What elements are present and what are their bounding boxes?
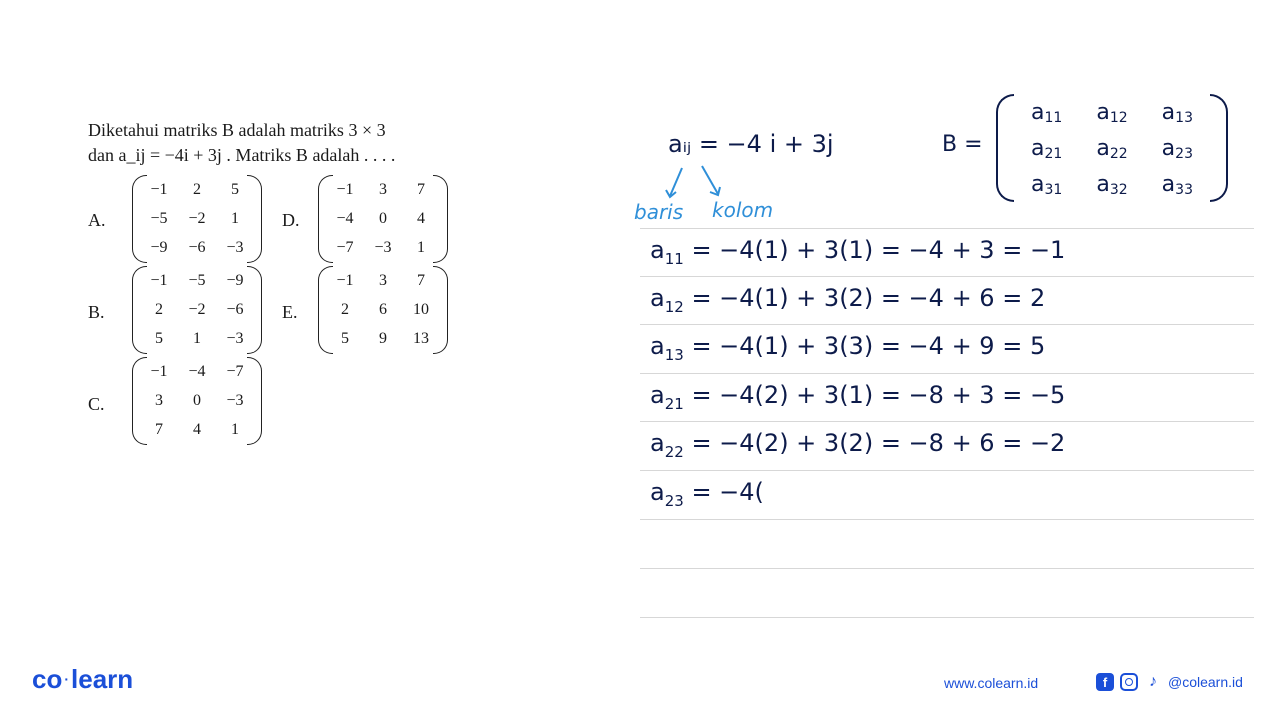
matrix-cell: −4 — [336, 209, 354, 227]
matrix-cell: −1 — [336, 180, 354, 198]
option-letter: E. — [282, 302, 298, 322]
tiktok-icon[interactable]: ♪ — [1149, 673, 1157, 690]
matrix-cell: 3 — [379, 271, 387, 289]
matrix-cell: 1 — [193, 329, 201, 347]
b-matrix-cell: a 21 — [1031, 135, 1063, 162]
b-matrix-cell: a 13 — [1161, 99, 1193, 126]
b-matrix — [996, 94, 1228, 202]
matrix-cell: 4 — [417, 209, 425, 227]
calc-line: $a_{23} = -4$( — [650, 478, 764, 510]
matrix-cell: −4 — [188, 362, 206, 380]
matrix-cell: −5 — [188, 271, 206, 289]
matrix-cell: 6 — [379, 300, 387, 318]
option-matrix — [318, 266, 448, 356]
option-letter: C. — [88, 394, 105, 414]
b-matrix-cell: a 11 — [1031, 99, 1063, 126]
matrix-cell: 0 — [193, 391, 201, 409]
option-matrix — [132, 357, 262, 447]
matrix-cell: 2 — [341, 300, 349, 318]
matrix-cell: 2 — [193, 180, 201, 198]
question-line-2: dan a_ij = −4i + 3j . Matriks B adalah . . . . — [88, 145, 396, 165]
matrix-cell: 1 — [417, 238, 425, 256]
matrix-cell: 1 — [231, 420, 239, 438]
option-letter: B. — [88, 302, 105, 322]
matrix-cell: −9 — [150, 238, 168, 256]
matrix-cell: 5 — [155, 329, 163, 347]
instagram-icon[interactable] — [1120, 673, 1138, 691]
formula-aij: aᵢⱼ = −4 i + 3j — [668, 130, 834, 158]
b-matrix-cell: a 22 — [1096, 135, 1128, 162]
matrix-cell: 2 — [155, 300, 163, 318]
calc-line: $a_{22} = -4(2) + 3(2) = -8 + 6 = -2$ — [650, 429, 1066, 461]
colearn-logo: co ·learn — [32, 664, 134, 694]
matrix-cell: 3 — [379, 180, 387, 198]
matrix-cell: −7 — [226, 362, 244, 380]
question-line-1: Diketahui matriks B adalah matriks 3 × 3 — [88, 120, 386, 140]
matrix-cell: −2 — [188, 300, 206, 318]
b-label: B = — [942, 132, 983, 157]
calc-line: $a_{21} = -4(2) + 3(1) = -8 + 3 = -5$ — [650, 381, 1066, 413]
matrix-cell: 7 — [417, 180, 425, 198]
label-baris: baris — [634, 200, 684, 224]
b-matrix-cell: a 33 — [1161, 171, 1193, 198]
option-matrix — [132, 266, 262, 356]
matrix-cell: 1 — [231, 209, 239, 227]
matrix-cell: 7 — [417, 271, 425, 289]
website-link[interactable]: www.colearn.id — [944, 675, 1039, 691]
b-matrix-cell: a 31 — [1031, 171, 1063, 198]
matrix-cell: 9 — [379, 329, 387, 347]
matrix-cell: −1 — [150, 180, 168, 198]
matrix-cell: −2 — [188, 209, 206, 227]
calc-line: $a_{13} = -4(1) + 3(3) = -4 + 9 = 5$ — [650, 332, 1046, 364]
matrix-cell: −1 — [336, 271, 354, 289]
matrix-cell: −3 — [374, 238, 392, 256]
matrix-cell: −9 — [226, 271, 244, 289]
matrix-cell: −1 — [150, 362, 168, 380]
calc-line: $a_{12} = -4(1) + 3(2) = -4 + 6 = 2$ — [650, 284, 1046, 316]
matrix-cell: 13 — [413, 329, 429, 347]
option-matrix — [132, 175, 262, 265]
matrix-cell: 4 — [193, 420, 201, 438]
matrix-cell: 3 — [155, 391, 163, 409]
option-letter: A. — [88, 210, 106, 230]
option-matrix — [318, 175, 448, 265]
matrix-cell: −6 — [188, 238, 206, 256]
matrix-cell: −7 — [336, 238, 354, 256]
matrix-cell: 0 — [379, 209, 387, 227]
matrix-cell: −3 — [226, 391, 244, 409]
matrix-cell: −3 — [226, 329, 244, 347]
label-kolom: kolom — [712, 198, 774, 222]
matrix-cell: 5 — [341, 329, 349, 347]
social-icons — [1096, 673, 1243, 691]
matrix-cell: 10 — [413, 300, 429, 318]
matrix-cell: 5 — [231, 180, 239, 198]
matrix-cell: −1 — [150, 271, 168, 289]
calc-line: $a_{11} = -4(1) + 3(1) = -4 + 3 = -1$ — [650, 236, 1066, 268]
option-letter: D. — [282, 210, 300, 230]
matrix-cell: −5 — [150, 209, 168, 227]
social-handle[interactable]: @colearn.id — [1168, 674, 1243, 690]
matrix-cell: 7 — [155, 420, 163, 438]
facebook-icon[interactable]: f — [1096, 673, 1114, 691]
b-matrix-cell: a 23 — [1161, 135, 1193, 162]
b-matrix-cell: a 12 — [1096, 99, 1128, 126]
b-matrix-cell: a 32 — [1096, 171, 1128, 198]
matrix-cell: −6 — [226, 300, 244, 318]
matrix-cell: −3 — [226, 238, 244, 256]
